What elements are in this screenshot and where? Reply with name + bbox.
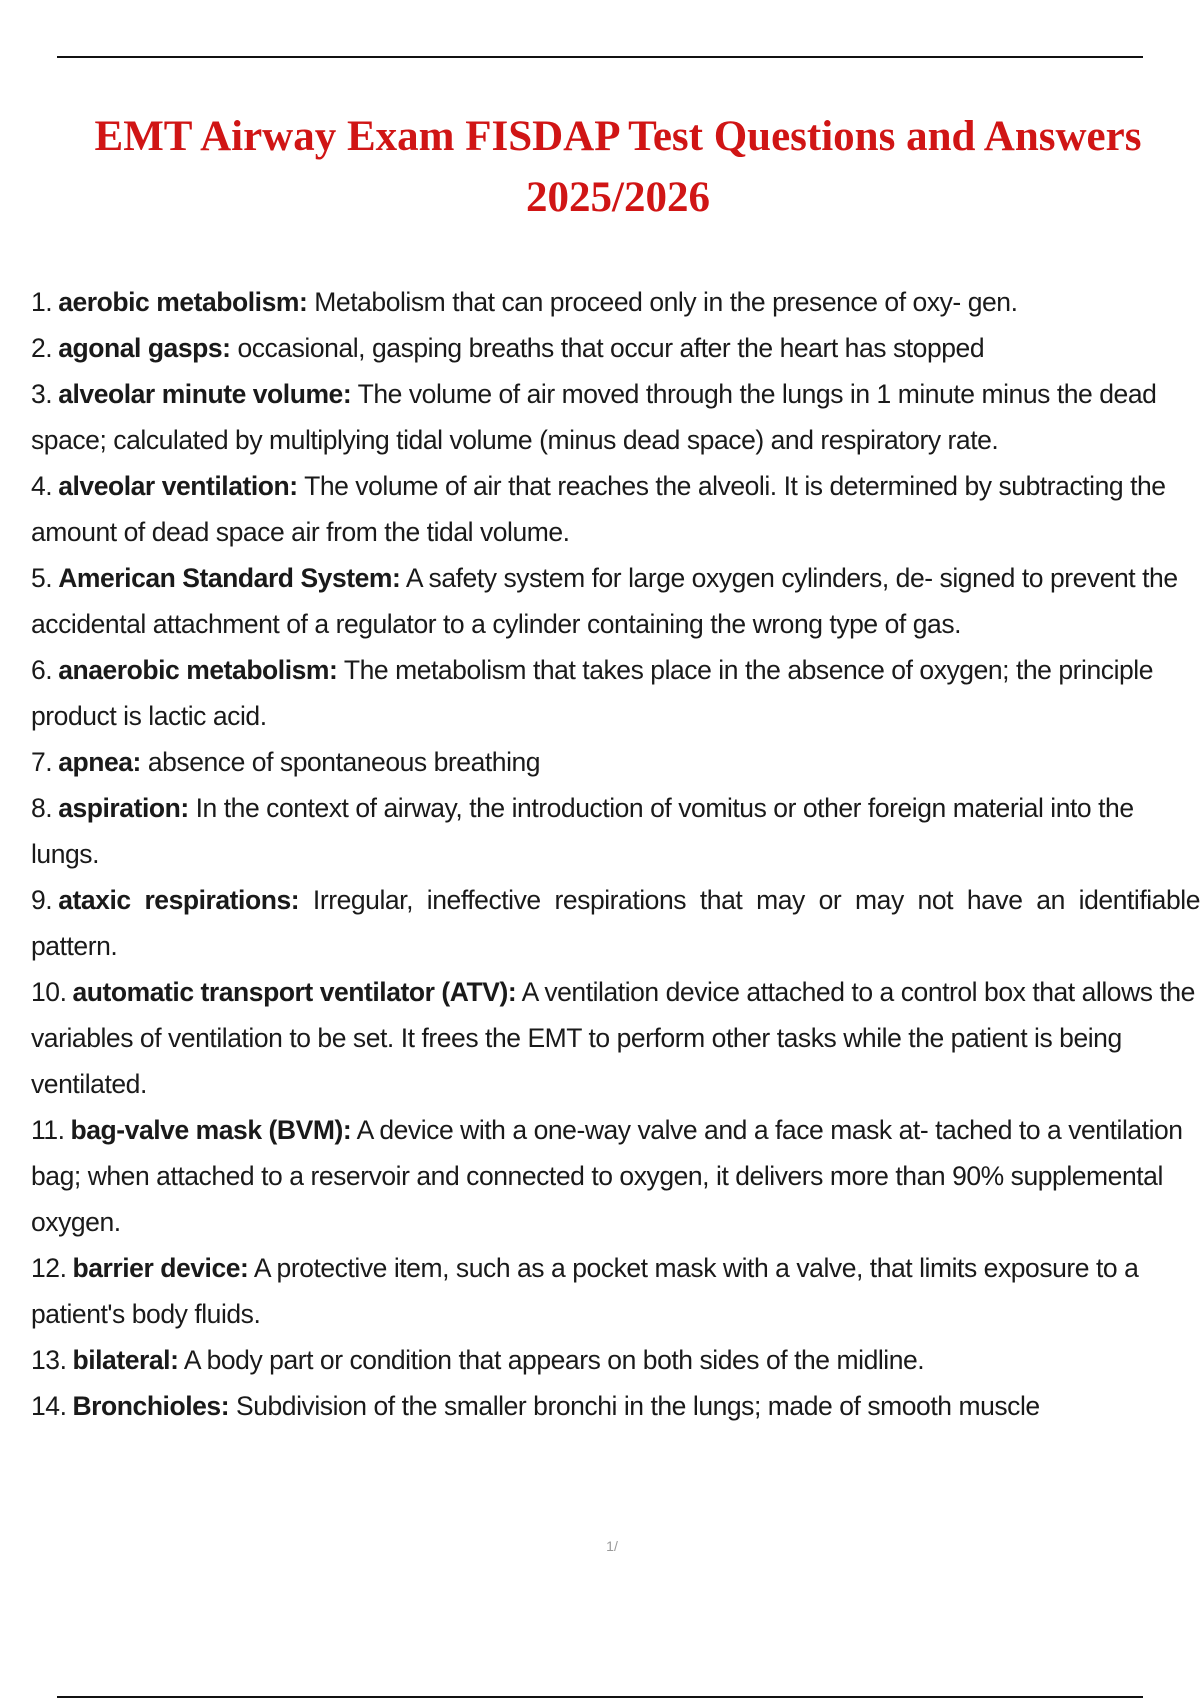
list-item bbox=[31, 739, 1200, 785]
title-line-2: 2025/2026 bbox=[526, 174, 710, 221]
item-number: 4. bbox=[31, 471, 53, 501]
term-definition: The volume of air moved through the lungs in 1 minute minus the dead space; calculated by multiplying tidal volume (minus dead space) and respiratory rate. bbox=[31, 379, 1157, 455]
list-item bbox=[31, 785, 1200, 877]
item-number: 11. bbox=[31, 1115, 65, 1145]
term-word: alveolar ventilation: bbox=[58, 471, 298, 501]
title-line-1: EMT Airway Exam FISDAP Test Questions and Answers bbox=[94, 113, 1142, 160]
term-word: aspiration: bbox=[58, 793, 189, 823]
item-number: 10. bbox=[31, 977, 67, 1007]
term-word: Bronchioles: bbox=[72, 1391, 230, 1421]
list-item bbox=[31, 877, 1200, 969]
term-definition: The volume of air that reaches the alveoli. It is determined by subtracting the amount of dead space air from the tidal volume. bbox=[31, 471, 1166, 547]
term-word: alveolar minute volume: bbox=[58, 379, 352, 409]
item-number: 3. bbox=[31, 379, 53, 409]
term-definition: In the context of airway, the introduction of vomitus or other foreign material into the lungs. bbox=[31, 793, 1134, 869]
page-title bbox=[40, 106, 1196, 228]
item-number: 6. bbox=[31, 655, 53, 685]
list-item bbox=[31, 555, 1200, 647]
list-item bbox=[31, 1107, 1200, 1245]
item-number: 13. bbox=[31, 1345, 67, 1375]
term-definition: A body part or condition that appears on both sides of the midline. bbox=[183, 1345, 925, 1375]
item-number: 7. bbox=[31, 747, 53, 777]
list-item bbox=[31, 1337, 1200, 1383]
list-item bbox=[31, 647, 1200, 739]
term-definition: A ventilation device attached to a control box that allows the variables of ventilation to be set. It frees the EMT to perform other tasks while the patient is being ventilated. bbox=[31, 977, 1195, 1099]
item-number: 1. bbox=[31, 287, 53, 317]
list-item bbox=[31, 1383, 1200, 1429]
top-rule bbox=[57, 56, 1143, 58]
term-word: American Standard System: bbox=[58, 563, 401, 593]
term-definition: occasional, gasping breaths that occur after the heart has stopped bbox=[237, 333, 985, 363]
list-item bbox=[31, 325, 1200, 371]
item-number: 2. bbox=[31, 333, 53, 363]
item-number: 8. bbox=[31, 793, 53, 823]
term-definition: Irregular, ineffective respirations that may or may not have an identifiable pattern. bbox=[31, 885, 1200, 961]
term-word: barrier device: bbox=[72, 1253, 249, 1283]
item-number: 5. bbox=[31, 563, 53, 593]
list-item bbox=[31, 1245, 1200, 1337]
term-definition: Metabolism that can proceed only in the presence of oxy- gen. bbox=[314, 287, 1018, 317]
list-item bbox=[31, 279, 1200, 325]
term-word: aerobic metabolism: bbox=[58, 287, 308, 317]
page-number: 1/ bbox=[606, 1538, 618, 1554]
term-definition: A device with a one-way valve and a face mask at- tached to a ventilation bag; when attached to a reservoir and connected to oxygen, it delivers more than 90% supplemental oxygen. bbox=[31, 1115, 1183, 1237]
bottom-rule bbox=[57, 1696, 1143, 1698]
term-word: bilateral: bbox=[72, 1345, 179, 1375]
term-word: ataxic respirations: bbox=[58, 885, 300, 915]
item-number: 12. bbox=[31, 1253, 67, 1283]
term-definition: absence of spontaneous breathing bbox=[147, 747, 541, 777]
item-number: 14. bbox=[31, 1391, 67, 1421]
term-definition: A protective item, such as a pocket mask with a valve, that limits exposure to a patient's body fluids. bbox=[31, 1253, 1139, 1329]
term-definition: Subdivision of the smaller bronchi in the lungs; made of smooth muscle bbox=[236, 1391, 1040, 1421]
list-item bbox=[31, 371, 1200, 463]
term-word: automatic transport ventilator (ATV): bbox=[72, 977, 517, 1007]
term-word: agonal gasps: bbox=[58, 333, 231, 363]
list-item bbox=[31, 969, 1200, 1107]
term-word: apnea: bbox=[58, 747, 141, 777]
term-definition: A safety system for large oxygen cylinders, de- signed to prevent the accidental attachment of a regulator to a cylinder containing the wrong type of gas. bbox=[31, 563, 1178, 639]
term-word: anaerobic metabolism: bbox=[58, 655, 338, 685]
term-word: bag-valve mask (BVM): bbox=[70, 1115, 352, 1145]
item-number: 9. bbox=[31, 885, 53, 915]
list-item bbox=[31, 463, 1200, 555]
term-definition: The metabolism that takes place in the absence of oxygen; the principle product is lactic acid. bbox=[31, 655, 1154, 731]
term-list bbox=[31, 279, 1200, 1429]
